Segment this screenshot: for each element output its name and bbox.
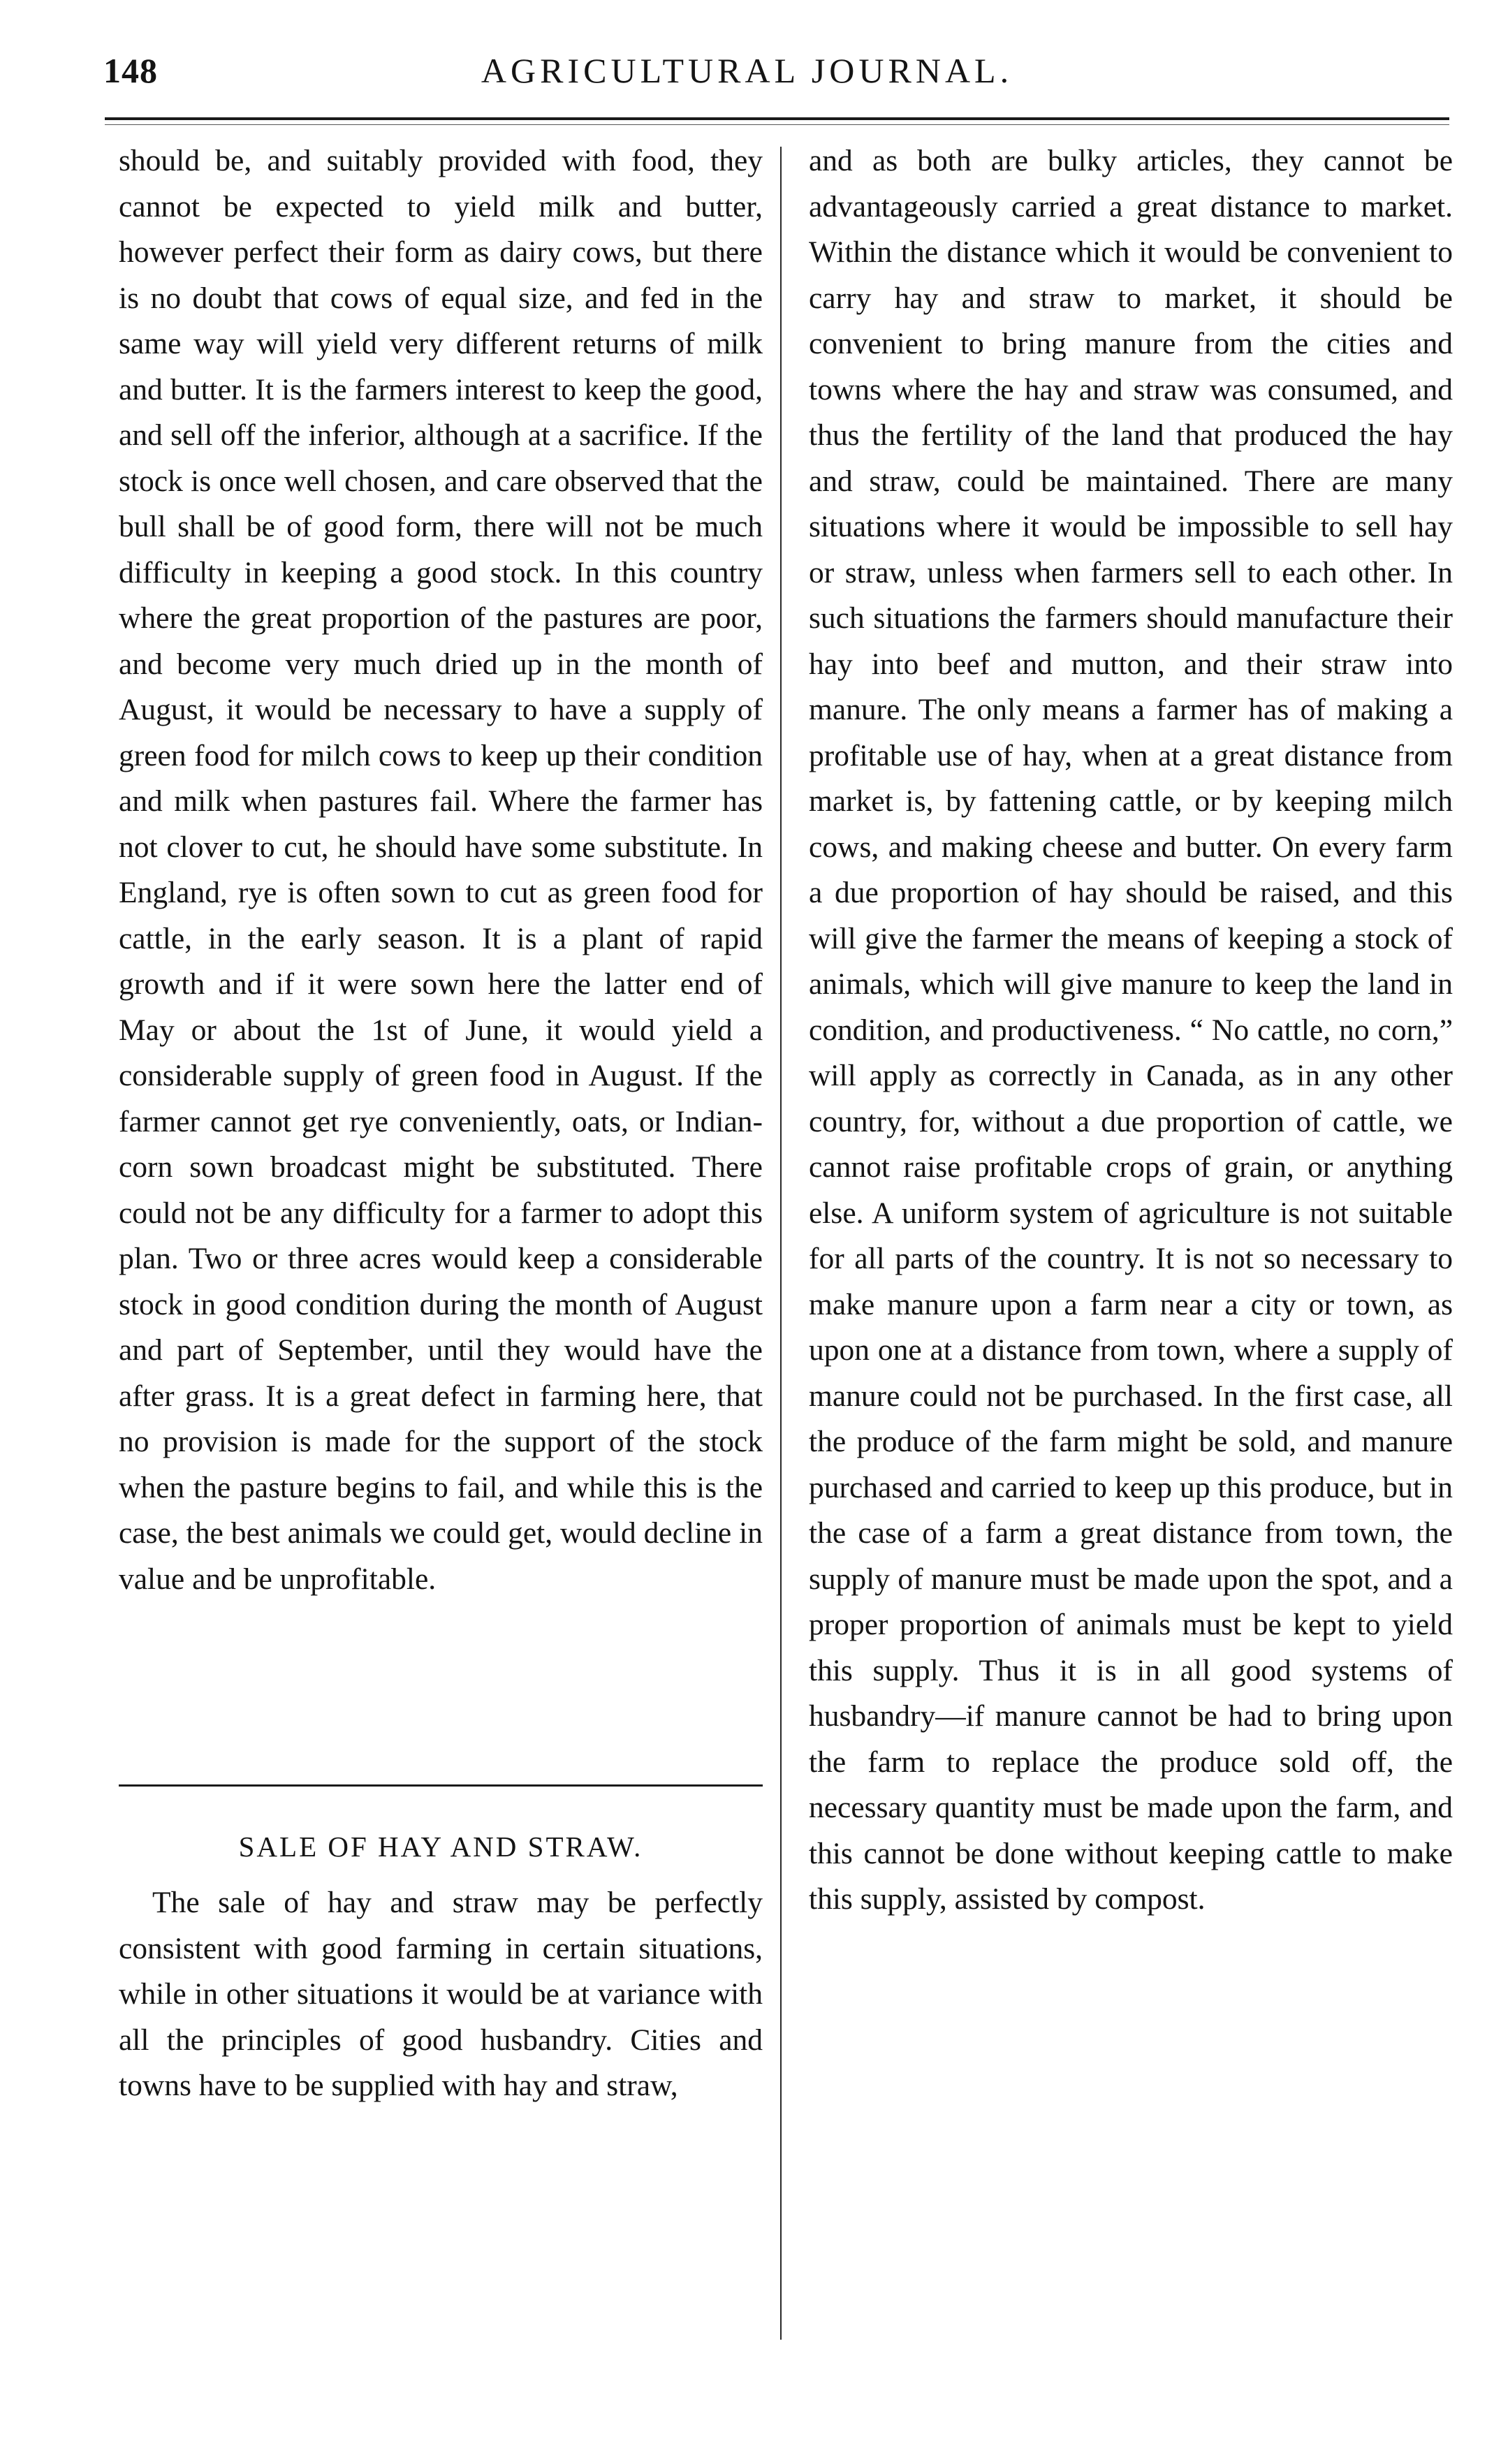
header-rule-thin xyxy=(105,124,1449,125)
section-body xyxy=(119,1880,763,2109)
column-divider xyxy=(780,147,782,2340)
right-column xyxy=(809,138,1453,1923)
left-column xyxy=(119,138,763,1602)
header-rule xyxy=(105,117,1449,120)
section-divider-rule xyxy=(119,1784,763,1787)
right-column-paragraph: and as both are bulky articles, they cannot be advantageously carried a great distance to market. Within the distance which it would be convenient to carry hay and straw to market, it should be convenient to bring manure from the cities and towns where the hay and straw was consumed, and thus the fertility of the land that produced the hay and straw, could be maintained. There are many situations where it would be impossible to sell hay or straw, unless when farmers sell to each other. In such situations the farmers should manufacture their hay into beef and mutton, and their straw into manure. The only means a farmer has of making a profitable use of hay, when at a great distance from market is, by fattening cattle, or by keeping milch cows, and making cheese and butter. On every farm a due proportion of hay should be raised, and this will give the farmer the means of keeping a stock of animals, which will give manure to keep the land in condition, and productiveness. “ No cattle, no corn,” will apply as correctly in Canada, as in any other country, for, without a due proportion of cattle, we cannot raise profitable crops of grain, or anything else. A uniform system of agriculture is not suitable for all parts of the country. It is not so necessary to make manure upon a farm near a city or town, as upon one at a distance from town, where a supply of manure could not be purchased. In the first case, all the produce of the farm might be sold, and manure purchased and carried to keep up this produce, but in the case of a farm a great distance from town, the supply of manure must be made upon the spot, and a proper proportion of animals must be kept to yield this supply. Thus it is in all good systems of husbandry—if manure cannot be had to bring upon the farm to replace the produce sold off, the necessary quantity must be made upon the farm, and this cannot be done without keeping cattle to make this supply, assisted by compost. xyxy=(809,144,1453,1916)
section-paragraph: The sale of hay and straw may be perfectly consistent with good farming in certain situations, while in other situations it would be at variance with all the principles of good husbandry. Cities and towns have to be supplied with hay and straw, xyxy=(119,1886,763,2102)
running-title: AGRICULTURAL JOURNAL. xyxy=(481,51,1013,90)
left-column-paragraph: should be, and suitably provided with food, they cannot be expected to yield milk and butter, however perfect their form as dairy cows, but there is no doubt that cows of equal size, and fed in the same way will yield very different returns of milk and butter. It is the farmers interest to keep the good, and sell off the inferior, although at a sacrifice. If the stock is once well chosen, and care observed that the bull shall be of good form, there will not be much difficulty in keeping a good stock. In this country where the great proportion of the pastures are poor, and become very much dried up in the month of August, it would be necessary to have a supply of green food for milch cows to keep up their condition and milk when pastures fail. Where the farmer has not clover to cut, he should have some substitute. In England, rye is often sown to cut as green food for cattle, in the early season. It is a plant of rapid growth and if it were sown here the latter end of May or about the 1st of June, it would yield a considerable supply of green food in August. If the farmer cannot get rye conveniently, oats, or Indian-corn sown broadcast might be substituted. There could not be any difficulty for a farmer to adopt this plan. Two or three acres would keep a considerable stock in good condition during the month of August and part of September, until they would have the after grass. It is a great defect in farming here, that no provision is made for the support of the stock when the pasture begins to fail, and while this is the case, the best animals we could get, would decline in value and be unprofitable. xyxy=(119,144,763,1596)
page-number: 148 xyxy=(103,51,158,90)
section-heading: SALE OF HAY AND STRAW. xyxy=(238,1831,643,1863)
